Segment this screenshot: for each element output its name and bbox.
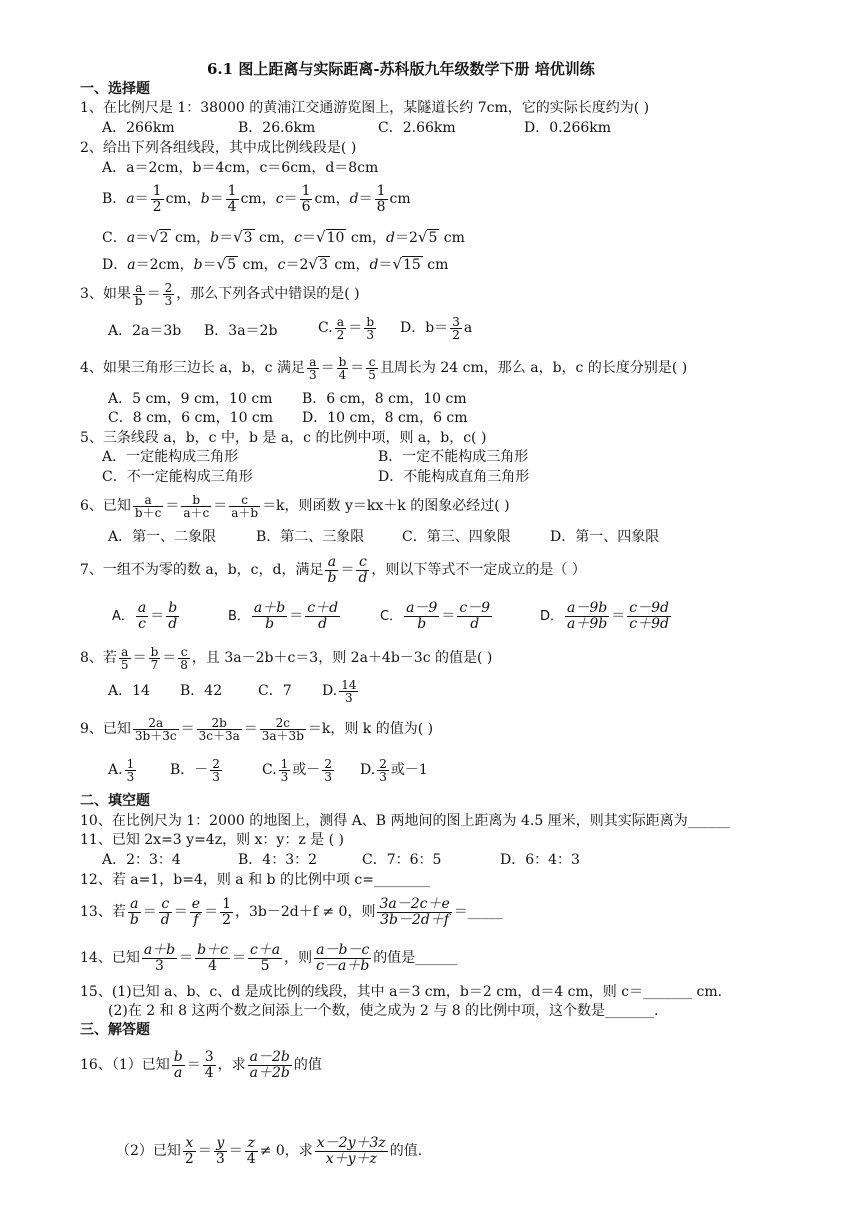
q1-option-a: A．266km: [102, 120, 175, 136]
q11-stem: 11、已知 2x=3 y=4z，则 x：y：z 是 ( ): [80, 832, 344, 848]
q6-option-b: B．第二、三象限: [256, 529, 365, 545]
q6-option-c: C．第三、四象限: [402, 529, 511, 545]
q1-option-d: D．0.266km: [524, 120, 612, 136]
q8-stem: 8、若 $\frac{a}{5}$ ＝ $\frac{b}{7}$ ＝ $\frac{c}{8}$ ，且 3a－2b＋c＝3，则 2a＋4b－3c 的值是( ): [80, 644, 493, 672]
q2-stem: 2、给出下列各组线段，其中成比例线段是( ): [80, 140, 357, 156]
section-fill: 二、填空题: [80, 793, 150, 809]
q2-option-c: C．a＝√2 cm，b＝√3 cm，c＝√10 cm，d＝2√5 cm: [102, 228, 465, 246]
q8-option-c: C．7: [258, 683, 292, 699]
page-title: 6.1 图上距离与实际距离-苏科版九年级数学下册 培优训练: [207, 60, 595, 78]
q14-stem: 14、已知 $\frac{a+b}{3}$ ＝ $\frac{b+c}{4}$ ＝ $\frac{c+a}{5}$ ，则 $\frac{a-b-c}{c-a+b}$ 的值是______: [80, 941, 458, 974]
q4-option-c: C．8 cm，6 cm，10 cm: [108, 410, 274, 426]
q5-option-a: A．一定能构成三角形: [102, 449, 239, 465]
q9-option-c: C. $\frac{1}{3}$ 或－ $\frac{2}{3}$: [262, 756, 332, 784]
q5-option-c: C．不一定能构成三角形: [102, 469, 253, 485]
q9-option-b: B．－ $\frac{2}{3}$: [170, 756, 220, 784]
q1-stem: 1、在比例尺是 1：38000 的黄浦江交通游览图上，某隧道长约 7cm，它的实际长度约为( ): [80, 100, 650, 116]
q12-stem: 12、若 a=1，b=4，则 a 和 b 的比例中项 c=________: [80, 872, 430, 888]
q9-option-d: D. $\frac{2}{3}$ 或－1: [360, 756, 428, 784]
q3-option-c: C. $\frac{a}{2}$ ＝ $\frac{b}{3}$: [318, 314, 374, 342]
q5-option-b: B．一定不能构成三角形: [378, 449, 529, 465]
q2-option-b: B．a＝ $\frac{1}{2}$ cm，b＝ $\frac{1}{4}$ cm，c＝ $\frac{1}{6}$ cm，d＝ $\frac{1}{8}$ cm: [102, 182, 411, 215]
q6-option-d: D．第一、四象限: [550, 529, 660, 545]
q4-option-d: D．10 cm，8 cm，6 cm: [302, 410, 468, 426]
q5-option-d: D．不能构成直角三角形: [378, 469, 530, 485]
q7-stem: 7、一组不为零的数 a，b，c，d，满足 $\frac{a}{b}$ ＝ $\frac{c}{d}$ ，则以下等式不一定成立的是（ ）: [80, 553, 586, 586]
q11-option-a: A．2：3：4: [102, 852, 181, 868]
q7-option-c: C． $\frac{a-9}{b}$ ＝ $\frac{c-9}{d}$: [380, 599, 491, 632]
q4-option-a: A．5 cm，9 cm，10 cm: [108, 391, 273, 407]
section-choice: 一、选择题: [80, 81, 150, 97]
q4-stem: 4、如果三角形三边长 a，b，c 满足 $\frac{a}{3}$ ＝ $\frac{b}{4}$ ＝ $\frac{c}{5}$ 且周长为 24 cm，那么 a，b，c 的长度分别是( ): [80, 354, 688, 382]
q2-option-a: A．a＝2cm，b＝4cm，c＝6cm，d＝8cm: [102, 160, 379, 176]
q8-option-b: B．42: [180, 683, 223, 699]
section-answer: 三、解答题: [80, 1022, 150, 1038]
q7-option-a: A． $\frac{a}{c}$ ＝ $\frac{b}{d}$: [112, 599, 178, 632]
q4-option-b: B．6 cm，8 cm，10 cm: [302, 391, 467, 407]
q7-option-d: D． $\frac{a-9b}{a+9b}$ ＝ $\frac{c-9d}{c+9d}$: [540, 599, 669, 632]
q2-option-d: D．a＝2cm，b＝√5 cm，c＝2√3 cm，d＝√15 cm: [102, 255, 449, 273]
q9-stem: 9、已知 $\frac{2a}{3b+3c}$ ＝ $\frac{2b}{3c+3a}$ ＝ $\frac{2c}{3a+3b}$ ＝k，则 k 的值为( ): [80, 715, 434, 743]
q8-option-d: D. $\frac{14}{3}$: [322, 677, 357, 705]
q3-stem: 3、如果 $\frac{a}{b}$ ＝ $\frac{2}{3}$ ，那么下列各式中错误的是( ): [80, 280, 360, 308]
q16-part2: （2）已知 $\frac{x}{2}$ ＝ $\frac{y}{3}$ ＝ $\frac{z}{4}$ ≠ 0，求 $\frac{x-2y+3z}{x+y+z}$ 的值.: [116, 1134, 423, 1167]
q16-part1: 16、（1）已知 $\frac{b}{a}$ ＝ $\frac{3}{4}$ ，求 $\frac{a-2b}{a+2b}$ 的值: [80, 1048, 322, 1081]
q11-option-c: C．7：6：5: [362, 852, 442, 868]
q7-option-b: B． $\frac{a+b}{b}$ ＝ $\frac{c+d}{d}$: [228, 599, 339, 632]
q15-part1: 15、(1)已知 a、b、c、d 是成比例的线段，其中 a＝3 cm，b＝2 cm，d＝4 cm，则 c＝_______ cm.: [80, 984, 723, 1000]
q3-option-a: A．2a＝3b: [108, 323, 182, 339]
q3-option-d: D．b＝ $\frac{3}{2}$ a: [400, 314, 473, 342]
q6-option-a: A．第一、二象限: [108, 529, 217, 545]
q13-stem: 13、若 $\frac{a}{b}$ ＝ $\frac{c}{d}$ ＝ $\frac{e}{f}$ ＝ $\frac{1}{2}$ ，3b－2d＋f ≠ 0，则 $\frac{3a-2c+e}{3b-2d+f}$ ＝_____: [80, 895, 503, 928]
q10-stem: 10、在比例尺为 1：2000 的地图上，测得 A、B 两地间的图上距离为 4.5 厘米，则其实际距离为______: [80, 813, 730, 829]
q11-option-b: B．4：3：2: [238, 852, 318, 868]
q1-option-b: B．26.6km: [238, 120, 316, 136]
q5-stem: 5、三条线段 a，b，c 中，b 是 a，c 的比例中项，则 a，b，c( ): [80, 430, 487, 446]
q6-stem: 6、已知 $\frac{a}{b+c}$ ＝ $\frac{b}{a+c}$ ＝ $\frac{c}{a+b}$ ＝k，则函数 y＝kx＋k 的图象必经过( ): [80, 492, 510, 520]
q9-option-a: A. $\frac{1}{3}$: [108, 756, 135, 784]
q11-option-d: D．6：4：3: [500, 852, 580, 868]
q3-option-b: B．3a＝2b: [204, 323, 278, 339]
q1-option-c: C．2.66km: [378, 120, 456, 136]
q8-option-a: A．14: [108, 683, 150, 699]
q15-part2: (2)在 2 和 8 这两个数之间添上一个数，使之成为 2 与 8 的比例中项，这个数是_______.: [108, 1003, 659, 1019]
